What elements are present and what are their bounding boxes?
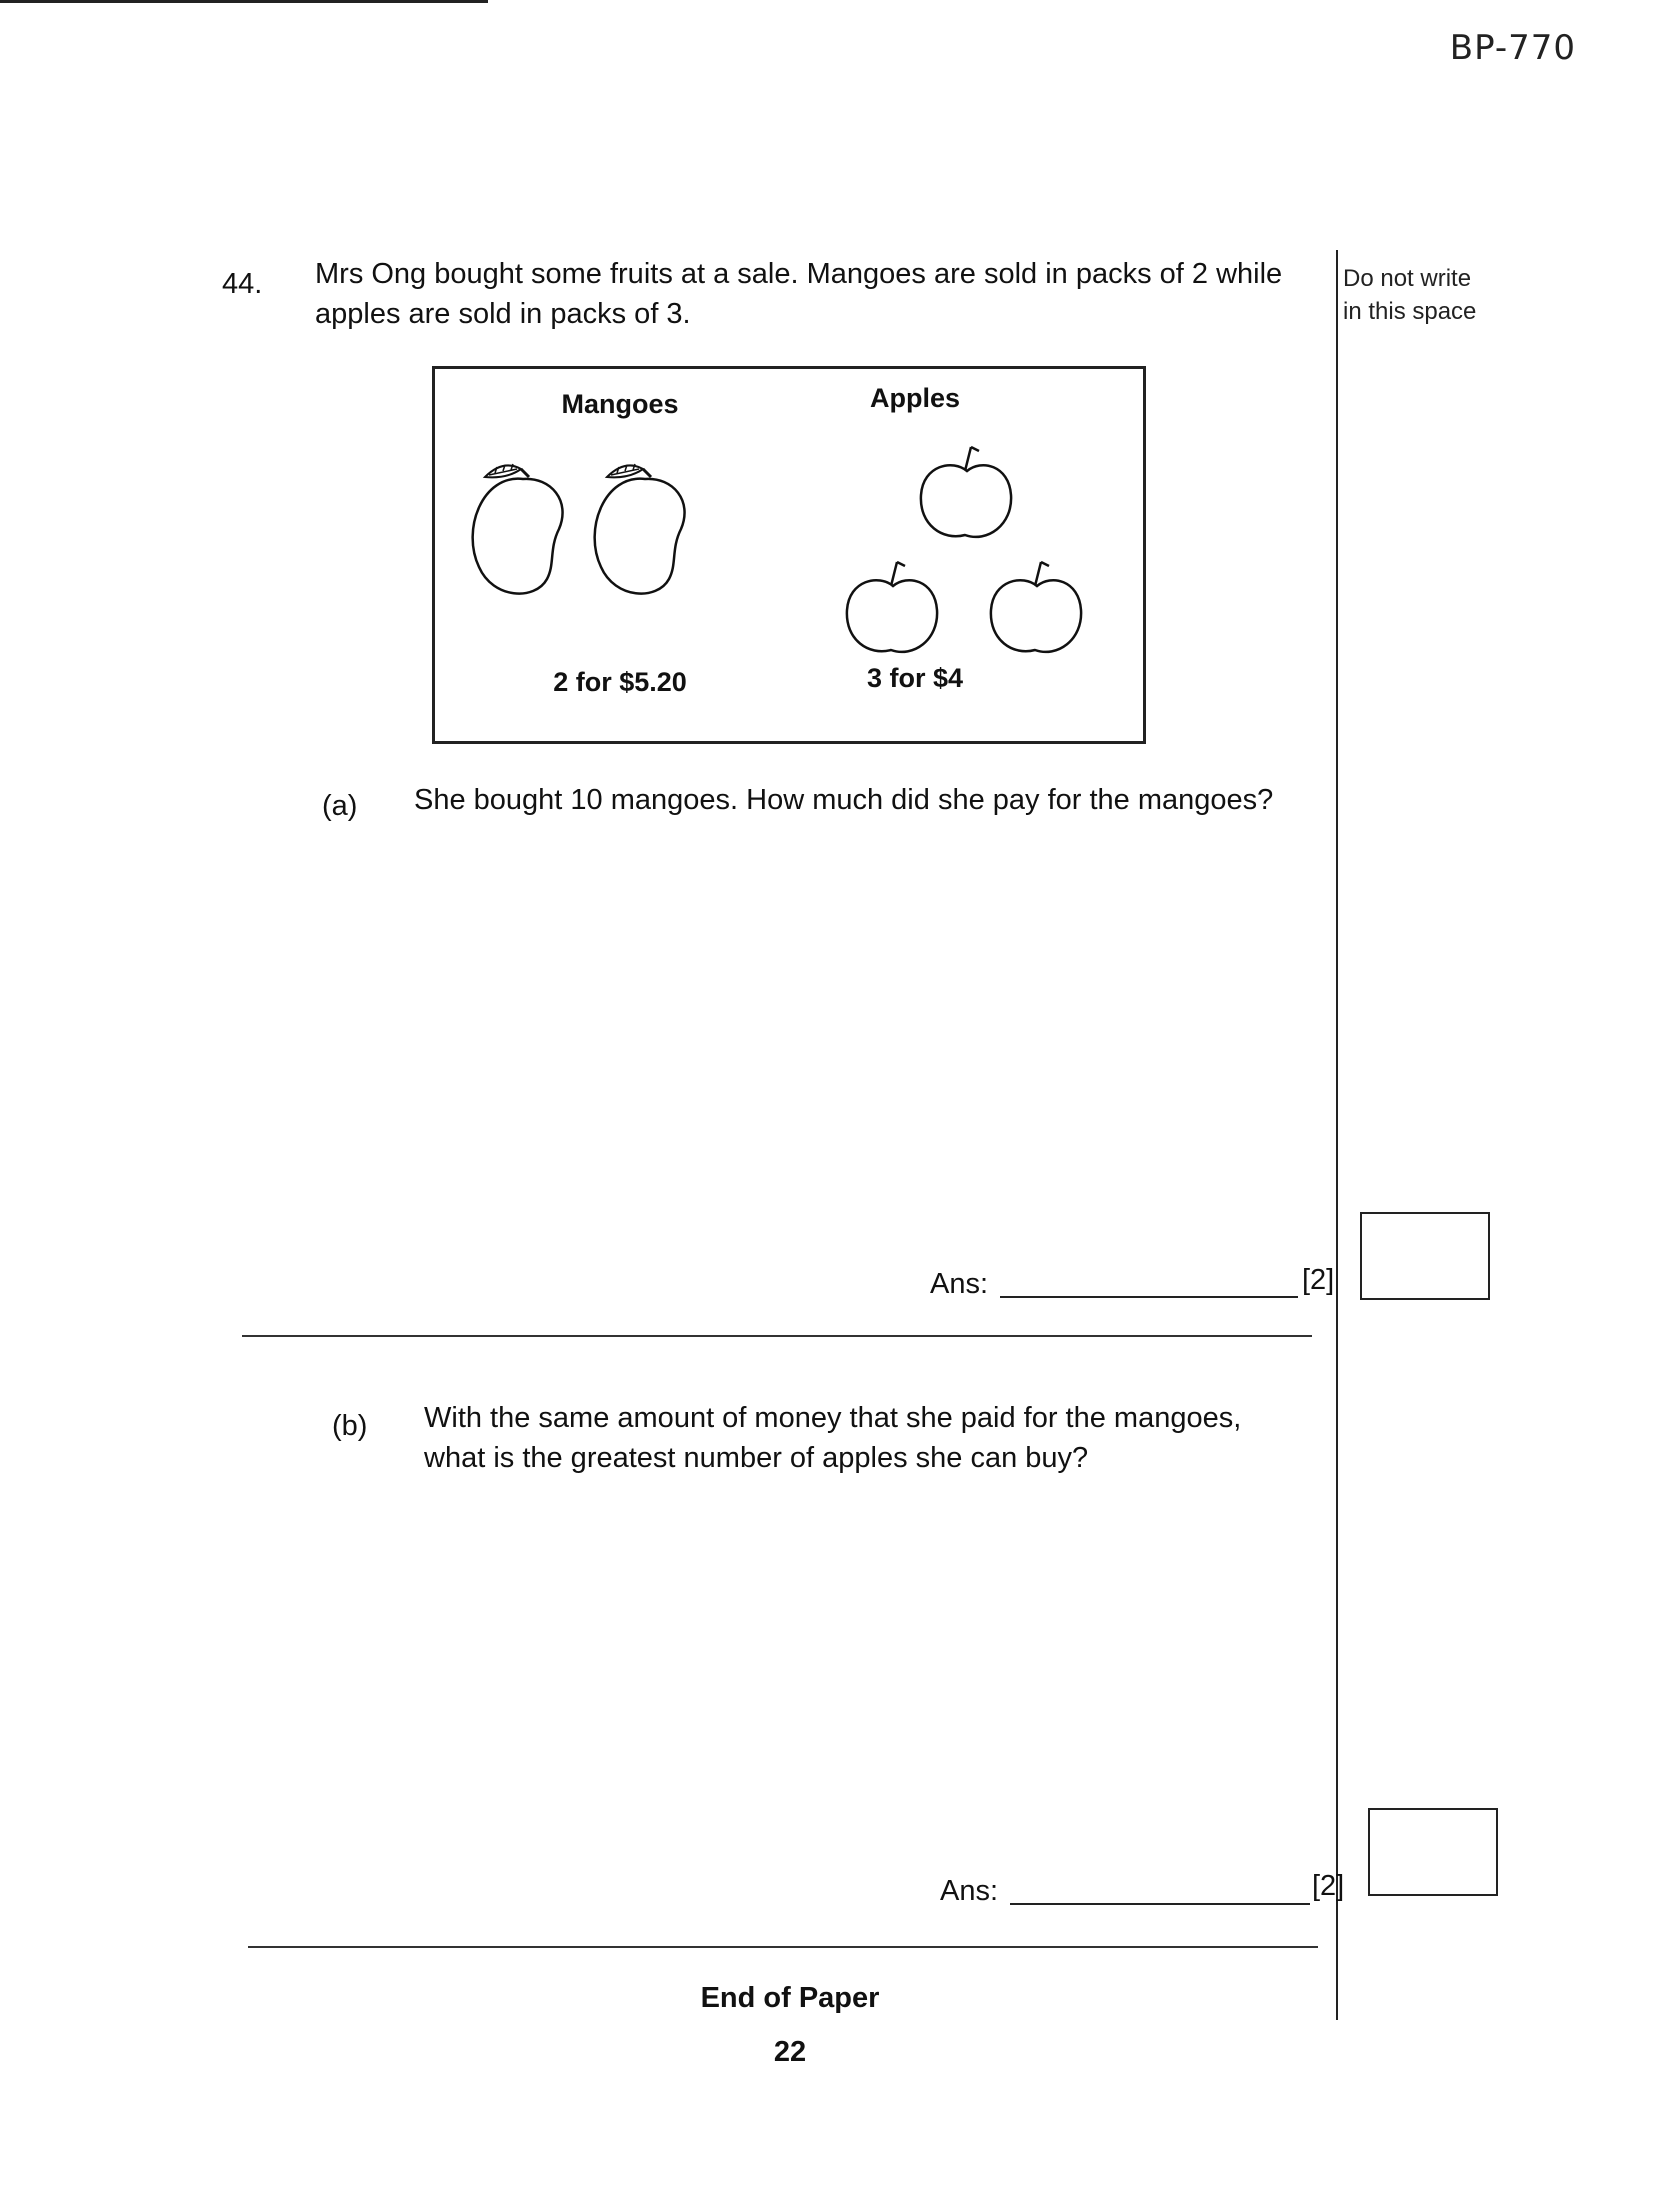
part-a-score-box (1360, 1212, 1490, 1300)
margin-note (1343, 262, 1476, 328)
margin-note-line1: Do not write (1343, 265, 1472, 292)
page-number: 22 (773, 2036, 807, 2068)
part-b-separator (248, 1946, 1318, 1948)
question-text: Mrs Ong bought some fruits at a sale. Mangoes are sold in packs of 2 while apples are sold in packs of 3. (315, 258, 1283, 330)
part-b-text-line1: With the same amount of money that she paid for the mangoes, (424, 1402, 1242, 1434)
part-b-score-box (1368, 1808, 1498, 1896)
mango-icon (585, 449, 695, 609)
apple-icon (839, 554, 949, 664)
margin-rule (1336, 250, 1338, 2020)
end-of-paper: End of Paper (700, 1982, 880, 2014)
apple-icon (983, 554, 1093, 664)
mangoes-label: Mangoes (561, 389, 679, 419)
part-b-ans-label: Ans: (940, 1875, 999, 1907)
question-number: 44. (222, 268, 263, 300)
top-rule (0, 0, 488, 3)
part-a-separator (242, 1335, 1312, 1337)
part-a-marks: [2] (1302, 1264, 1335, 1296)
part-a-ans-label: Ans: (930, 1268, 989, 1300)
mangoes-price: 2 for $5.20 (553, 667, 687, 697)
part-b-label: (b) (332, 1410, 368, 1442)
part-b-text (424, 1398, 1324, 1478)
apples-label: Apples (869, 383, 961, 413)
part-b-text-line2: what is the greatest number of apples she can buy? (424, 1442, 1089, 1474)
part-a-answer-line[interactable] (1000, 1296, 1298, 1298)
part-b-marks: [2] (1312, 1870, 1345, 1902)
fruit-price-figure (432, 366, 1146, 744)
paper-code: BP-770 (1449, 28, 1576, 68)
part-a-label: (a) (322, 790, 358, 822)
apple-icon (913, 439, 1023, 549)
part-b-answer-line[interactable] (1010, 1903, 1310, 1905)
margin-note-line2: in this space (1343, 298, 1477, 325)
mango-icon (463, 449, 573, 609)
part-a-text: She bought 10 mangoes. How much did she pay for the mangoes? (414, 784, 1274, 816)
apples-price: 3 for $4 (866, 663, 964, 693)
